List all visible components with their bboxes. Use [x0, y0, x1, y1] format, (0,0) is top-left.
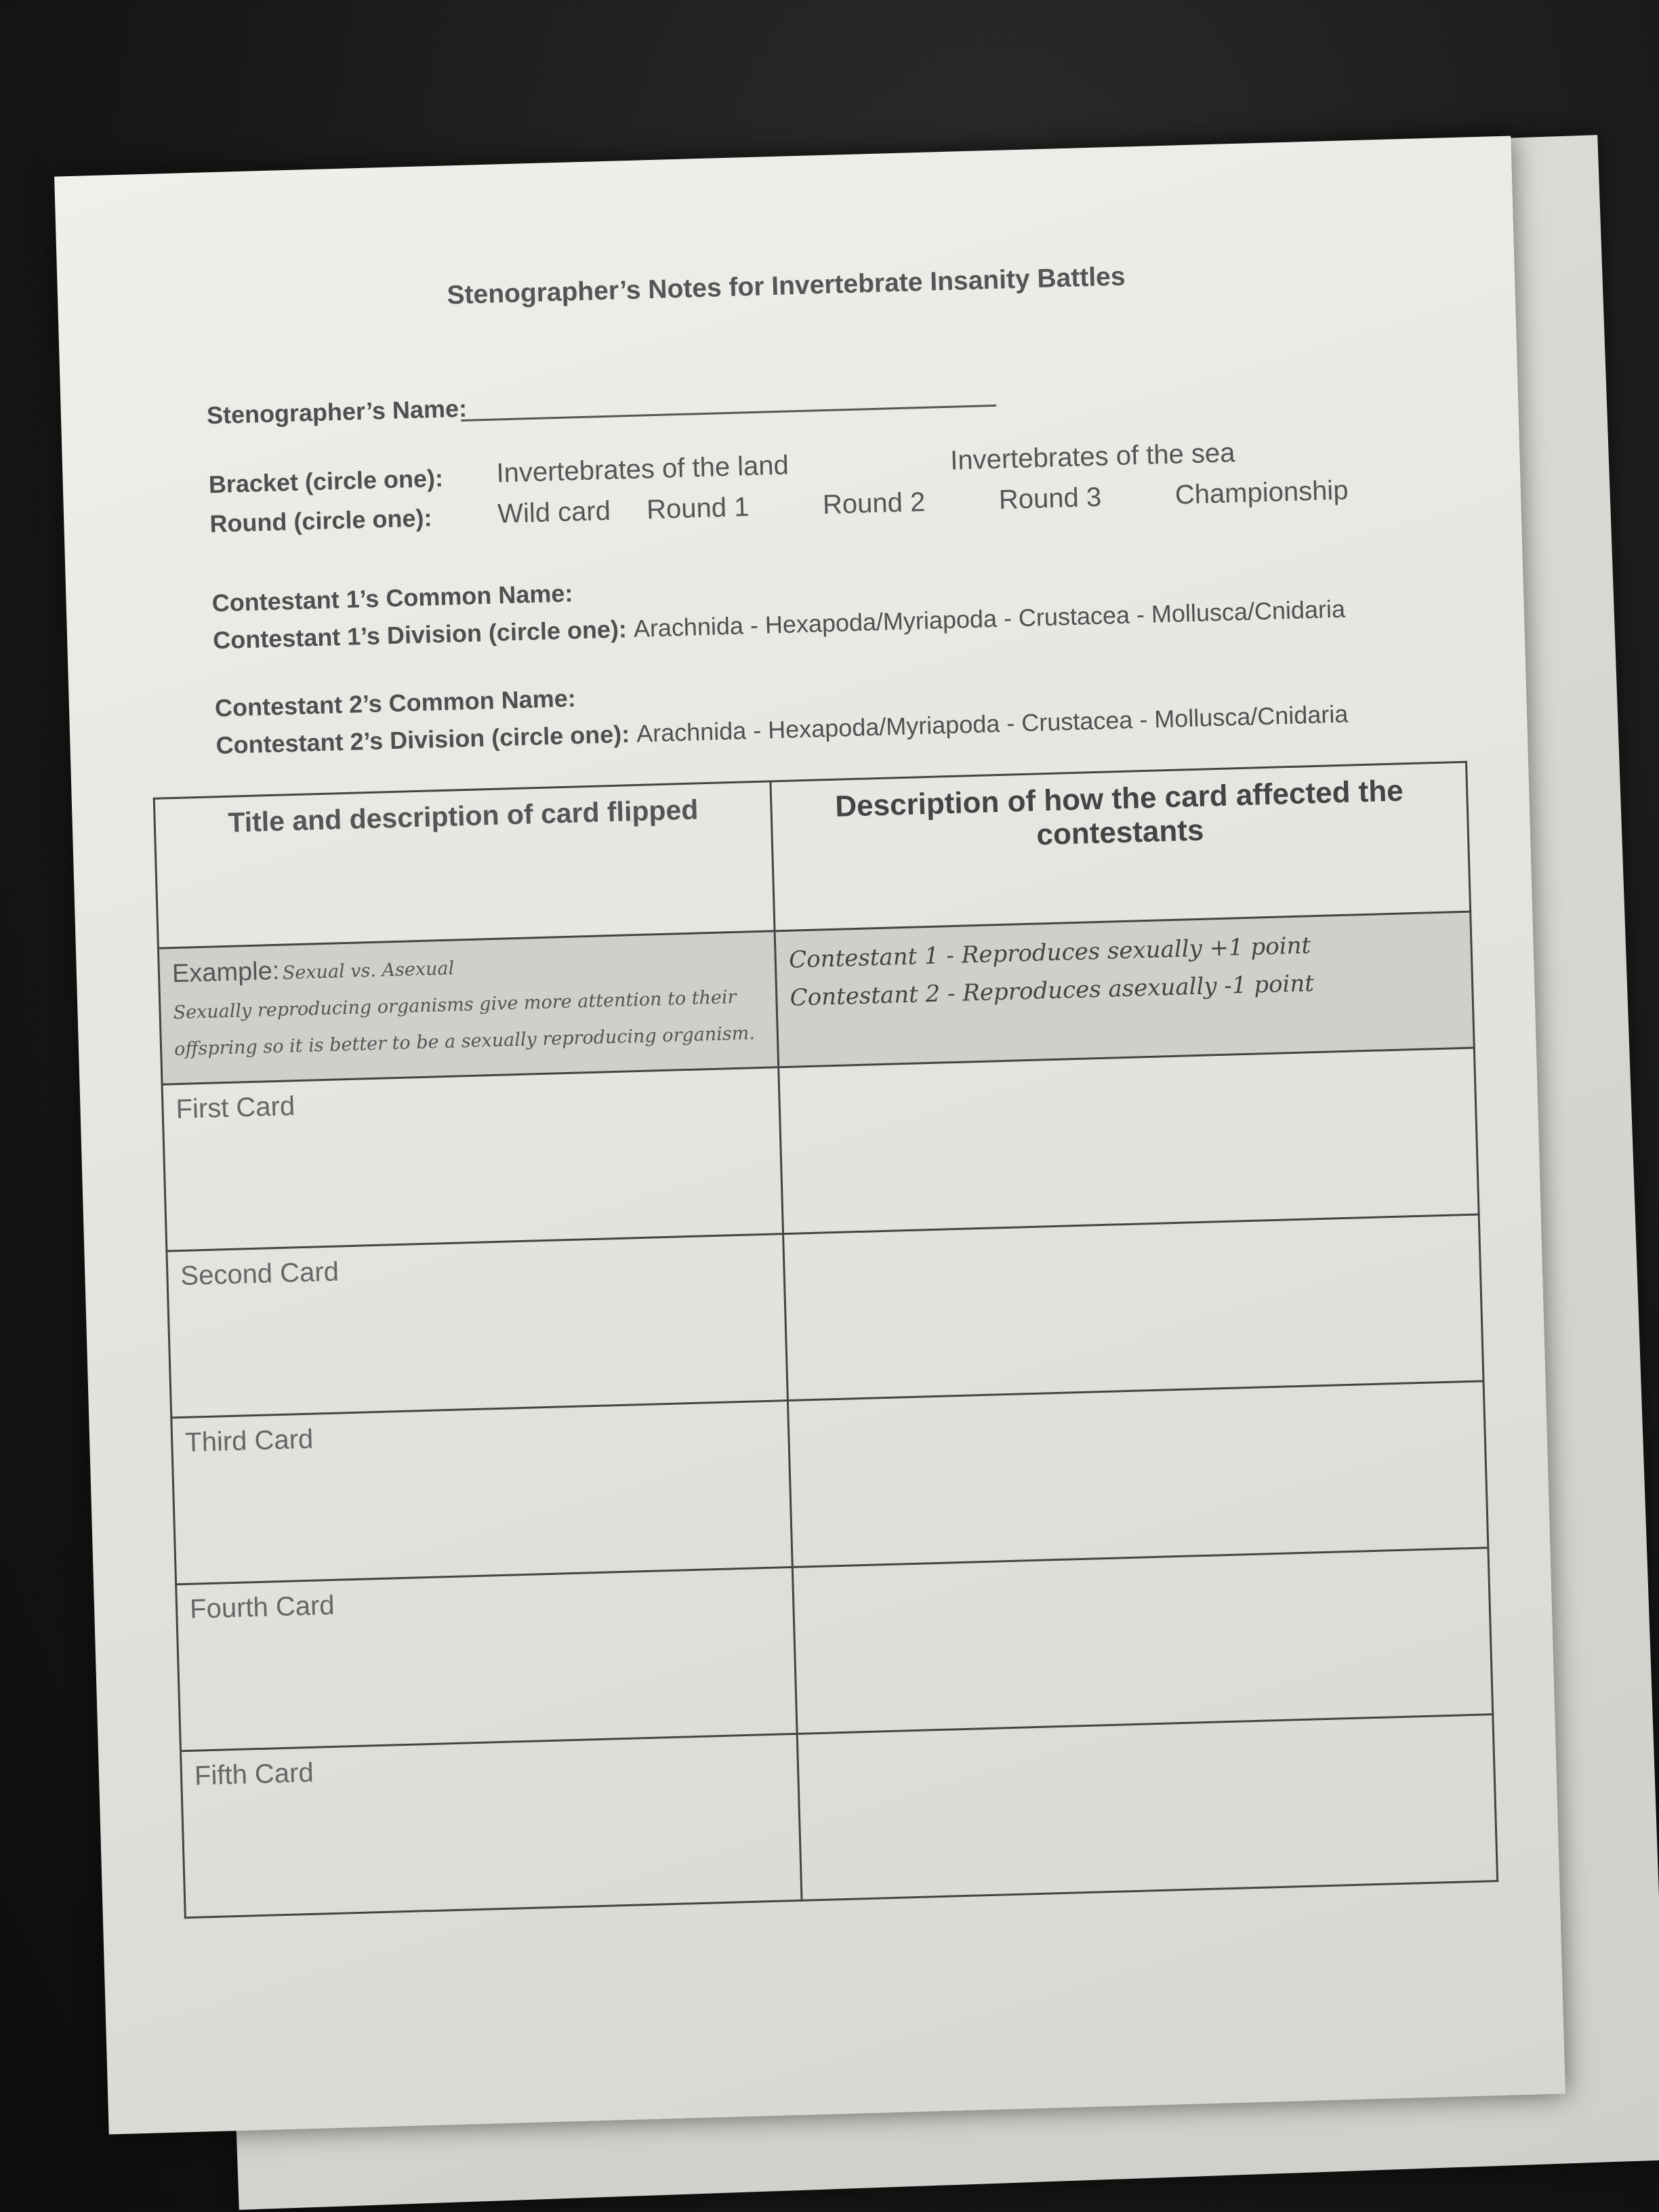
example-card-title: Sexual vs. Asexual — [282, 958, 455, 984]
first-card-cell[interactable]: First Card — [162, 1067, 783, 1251]
stenographer-name-label: Stenographer’s Name: — [206, 394, 468, 430]
stenographer-name-line[interactable] — [461, 405, 996, 422]
header-card-effect: Description of how the card affected the contestants — [771, 762, 1470, 931]
contestant1-name-label: Contestant 1’s Common Name: — [211, 579, 573, 617]
example-effect-line1: Contestant 1 - Reproduces sexually +1 point — [788, 932, 1311, 974]
contestant1-division-label: Contestant 1’s Division (circle one): — [212, 615, 628, 655]
example-effect-line2: Contestant 2 - Reproduces asexually -1 point — [790, 970, 1315, 1012]
round-option-championship[interactable]: Championship — [1174, 475, 1349, 510]
round-option-round-1[interactable]: Round 1 — [646, 492, 750, 525]
bracket-option-sea[interactable]: Invertebrates of the sea — [949, 438, 1236, 476]
example-label: Example: — [171, 956, 280, 989]
table-row — [181, 1715, 1498, 1918]
third-card-cell[interactable]: Third Card — [171, 1401, 793, 1584]
round-label: Round (circle one): — [209, 504, 432, 538]
contestant2-division-options[interactable]: Arachnida - Hexapoda/Myriapoda - Crustacea - Mollusca/Cnidaria — [636, 699, 1349, 747]
contestant1-division-options[interactable]: Arachnida - Hexapoda/Myriapoda - Crustacea - Mollusca/Cnidaria — [633, 594, 1346, 642]
worksheet-page — [54, 136, 1565, 2135]
example-effect-cell — [775, 912, 1474, 1067]
header-card-flipped: Title and description of card flipped — [154, 781, 775, 948]
contestant2-division-label: Contestant 2’s Division (circle one): — [216, 720, 630, 760]
second-card-effect-cell[interactable] — [783, 1214, 1483, 1401]
second-card-cell[interactable]: Second Card — [167, 1234, 788, 1418]
bracket-option-land[interactable]: Invertebrates of the land — [495, 450, 790, 489]
example-card-desc-line2: offspring so it is better to be a sexually reproducing organism. — [173, 1023, 756, 1061]
round-option-wild-card[interactable]: Wild card — [497, 495, 611, 529]
page-title: Stenographer’s Notes for Invertebrate Insanity Battles — [446, 262, 1126, 310]
card-notes-table — [153, 761, 1498, 1919]
first-card-effect-cell[interactable] — [779, 1048, 1479, 1234]
third-card-effect-cell[interactable] — [788, 1381, 1488, 1568]
fifth-card-effect-cell[interactable] — [798, 1715, 1498, 1901]
example-card-cell — [158, 931, 779, 1084]
bracket-label: Bracket (circle one): — [208, 464, 444, 499]
fifth-card-cell[interactable]: Fifth Card — [181, 1734, 802, 1917]
example-card-desc-line1: Sexually reproducing organisms give more attention to their — [173, 986, 737, 1024]
fourth-card-cell[interactable]: Fourth Card — [176, 1567, 798, 1750]
contestant2-name-label: Contestant 2’s Common Name: — [214, 684, 577, 722]
fourth-card-effect-cell[interactable] — [793, 1548, 1493, 1734]
round-option-round-3[interactable]: Round 3 — [998, 482, 1102, 515]
round-option-round-2[interactable]: Round 2 — [822, 487, 926, 520]
